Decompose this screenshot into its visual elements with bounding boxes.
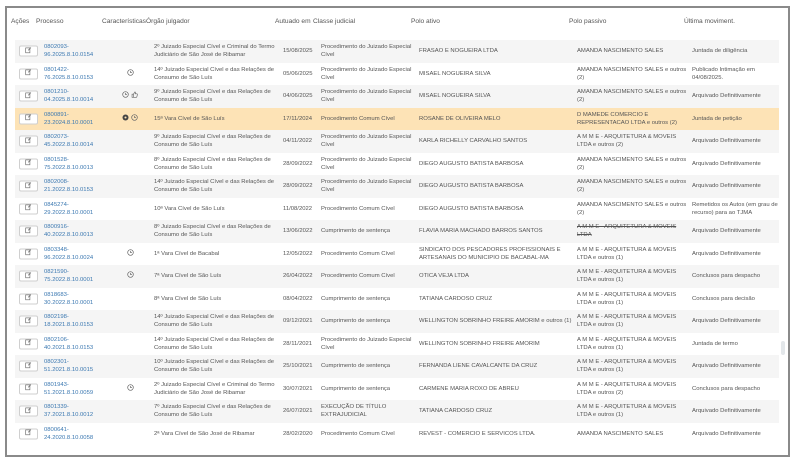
ultima-movimentacao: Arquivado Definitivamente [692,183,761,190]
header-acoes: Ações [11,18,30,25]
polo-ativo: WELLINGTON SOBRINHO FREIRE AMORIM e outros (1) [419,318,572,325]
clock-icon[interactable] [127,384,134,394]
edit-button[interactable] [19,248,38,259]
table-row[interactable] [15,378,779,401]
header-orgao-julgador[interactable]: Órgão julgador [146,18,190,25]
classe-judicial: Procedimento do Juizado Especial Cível [321,44,412,59]
clock-icon[interactable] [122,91,129,101]
caracteristicas-icons [110,271,150,281]
header-polo-ativo[interactable]: Polo ativo [411,18,440,25]
classe-judicial: Procedimento do Juizado Especial Cível [321,66,412,81]
polo-passivo: A M M E - ARQUITETURA & MOVEIS LTDA e outros (1) [577,269,677,284]
classe-judicial: EXECUÇÃO DE TÍTULO EXTRAJUDICIAL [321,404,387,419]
edit-icon [25,159,32,169]
process-list-panel [5,6,790,457]
polo-passivo: A M M E - ARQUITETURA & MOVEIS LTDA e outros (1) [577,246,677,261]
polo-ativo: DIEGO AUGUSTO BATISTA BARBOSA [419,160,524,167]
table-row[interactable] [15,310,779,333]
edit-button[interactable] [19,136,38,147]
polo-passivo: A M M E - ARQUITETURA & MOVEIS LTDA [577,224,677,239]
autuado-em: 28/09/2022 [283,183,313,190]
classe-judicial: Cumprimento de sentença [321,363,391,370]
header-ultima-movimentacao[interactable]: Última moviment. [684,18,735,25]
edit-button[interactable] [19,203,38,214]
polo-ativo: KARLA RICHELLY CARVALHO SANTOS [419,138,528,145]
classe-judicial: Cumprimento de sentença [321,295,391,302]
edit-icon [25,136,32,146]
classe-judicial: Cumprimento de sentença [321,318,391,325]
table-row[interactable] [15,130,779,153]
processo-link[interactable]: 0845274-29.2022.8.10.0001 [44,201,94,216]
polo-ativo: MISAEL NOGUEIRA SILVA [419,93,491,100]
edit-icon [25,114,32,124]
processo-link[interactable]: 0801422-76.2025.8.10.0153 [44,66,94,81]
processo-link[interactable]: 0802106-40.2021.8.10.0153 [44,336,94,351]
autuado-em: 28/02/2020 [283,430,313,437]
edit-icon [25,384,32,394]
edit-icon [25,429,32,439]
edit-button[interactable] [19,406,38,417]
table-row[interactable] [15,175,779,198]
caracteristicas-icons [110,69,150,79]
ultima-movimentacao: Conclusos para decisão [692,295,755,302]
autuado-em: 25/10/2021 [283,363,313,370]
polo-passivo: A M M E - ARQUITETURA & MOVEIS LTDA e outros (1) [577,404,677,419]
autuado-em: 08/04/2022 [283,295,313,302]
polo-passivo: A M M E - ARQUITETURA & MOVEIS LTDA e outros (1) [577,359,677,374]
caracteristicas-icons [110,114,150,124]
classe-judicial: Procedimento Comum Cível [321,205,395,212]
autuado-em: 04/06/2025 [283,93,313,100]
caracteristicas-icons [110,384,150,394]
table-row[interactable] [15,400,779,423]
table-row[interactable] [15,40,779,63]
classe-judicial: Procedimento Comum Cível [321,250,395,257]
edit-button[interactable] [19,113,38,124]
polo-ativo: DIEGO AUGUSTO BATISTA BARBOSA [419,183,524,190]
orgao-julgador: 8º Juizado Especial Cível e das Relações de Consumo de São Luís [154,156,271,171]
polo-passivo: A M M E - ARQUITETURA & MOVEIS LTDA e outros (1) [577,291,677,306]
classe-judicial: Procedimento do Juizado Especial Cível [321,336,412,351]
ultima-movimentacao: Conclusos para despacho [692,385,761,392]
classe-judicial: Procedimento do Juizado Especial Cível [321,89,412,104]
clock-icon[interactable] [127,271,134,281]
orgao-julgador: 2º Juizado Especial Cível e Criminal do Termo Judiciário de São José de Ribamar [154,44,275,59]
ultima-movimentacao: Juntada de diligência [692,48,748,55]
edit-button[interactable] [19,68,38,79]
classe-judicial: Procedimento Comum Cível [321,273,395,280]
classe-judicial: Cumprimento de sentença [321,385,391,392]
polo-passivo: AMANDA NASCIMENTO SALES e outros (2) [577,156,687,171]
polo-ativo: MISAEL NOGUEIRA SILVA [419,70,491,77]
autuado-em: 17/11/2024 [283,115,313,122]
polo-passivo: AMANDA NASCIMENTO SALES [577,430,664,437]
autuado-em: 26/04/2022 [283,273,313,280]
header-autuado-em[interactable]: Autuado em [275,18,311,25]
edit-icon [25,181,32,191]
table-row[interactable] [15,355,779,378]
orgao-julgador: 9º Juizado Especial Cível e das Relações de Consumo de São Luís [154,134,271,149]
polo-ativo: DIEGO AUGUSTO BATISTA BARBOSA [419,205,524,212]
table-row[interactable] [15,243,779,266]
polo-passivo: AMANDA NASCIMENTO SALES e outros (2) [577,179,687,194]
ultima-movimentacao: Arquivado Definitivamente [692,408,761,415]
orgao-julgador: 8º Juizado Especial Cível e das Relações de Consumo de São Luís [154,224,271,239]
orgao-julgador: 7º Juizado Especial Cível e das Relações de Consumo de São Luís [154,404,271,419]
polo-passivo: A M M E - ARQUITETURA & MOVEIS LTDA e outros (1) [577,336,677,351]
orgao-julgador: 9º Juizado Especial Cível e das Relações de Consumo de São Luís [154,89,271,104]
autuado-em: 11/08/2022 [283,205,313,212]
orgao-julgador: 7ª Vara Cível de São Luís [154,273,222,280]
edit-button[interactable] [19,271,38,282]
ultima-movimentacao: Arquivado Definitivamente [692,430,761,437]
polo-passivo: A M M E - ARQUITETURA & MOVEIS LTDA e outros (2) [577,134,677,149]
orgao-julgador: 14º Juizado Especial Cível e das Relações de Consumo de São Luís [154,314,275,329]
autuado-em: 28/09/2022 [283,160,313,167]
classe-judicial: Procedimento Comum Cível [321,115,395,122]
polo-ativo: TATIANA CARDOSO CRUZ [419,295,493,302]
edit-icon [25,361,32,371]
edit-icon [25,316,32,326]
autuado-em: 09/12/2021 [283,318,313,325]
orgao-julgador: 8ª Vara Cível de São Luís [154,295,222,302]
processo-link[interactable]: 0800641-24.2020.8.10.0058 [44,426,94,441]
processo-link[interactable]: 0802093-96.2025.8.10.0154 [44,44,94,59]
clock-icon[interactable] [127,69,134,79]
ultima-movimentacao: Juntada de termo [692,340,738,347]
autuado-em: 15/08/2025 [283,48,313,55]
edit-button[interactable] [19,181,38,192]
orgao-julgador: 10º Juizado Especial Cível e das Relações de Consumo de São Luís [154,359,275,374]
classe-judicial: Procedimento do Juizado Especial Cível [321,156,412,171]
scrollbar-thumb[interactable] [781,341,785,355]
edit-icon [25,406,32,416]
edit-button[interactable] [19,46,38,57]
classe-judicial: Cumprimento de sentença [321,228,391,235]
table-row[interactable] [15,220,779,243]
table-row[interactable] [15,153,779,176]
edit-button[interactable] [19,293,38,304]
polo-ativo: OTICA VEJA LTDA [419,273,469,280]
processo-link[interactable]: 0801339-37.2021.8.10.0012 [44,404,94,419]
edit-icon [25,91,32,101]
edit-icon [25,339,32,349]
polo-ativo: CARMENE MARIA ROXO DE ABREU [419,385,519,392]
polo-ativo: REVEST - COMERCIO E SERVICOS LTDA. [419,430,536,437]
ultima-movimentacao: Arquivado Definitivamente [692,138,761,145]
processo-link[interactable]: 0802301-51.2021.8.10.0015 [44,359,94,374]
clock-icon[interactable] [127,249,134,259]
ultima-movimentacao: Remetidos os Autos (em grau de recurso) para ao TJMA [692,201,778,216]
ultima-movimentacao: Arquivado Definitivamente [692,363,761,370]
caracteristicas-icons [110,249,150,259]
table-row[interactable] [15,333,779,356]
autuado-em: 13/06/2022 [283,228,313,235]
processo-link[interactable]: 0803348-96.2022.8.10.0024 [44,246,94,261]
table-row[interactable] [15,288,779,311]
orgao-julgador: 14º Juizado Especial Cível e das Relações de Consumo de São Luís [154,179,275,194]
edit-button[interactable] [19,361,38,372]
processo-link[interactable]: 0801210-04.2025.8.10.0014 [44,89,94,104]
table-row[interactable] [15,85,779,108]
autuado-em: 26/07/2021 [283,408,313,415]
edit-button[interactable] [19,158,38,169]
polo-passivo: AMANDA NASCIMENTO SALES e outros (2) [577,66,687,81]
header-caracteristicas: Características [102,18,146,25]
edit-icon [25,69,32,79]
polo-passivo: D MAMEDE COMERCIO E REPRESENTACAO LTDA e outros (2) [577,111,677,126]
table-header [7,18,788,32]
orgao-julgador: 1ª Vara Cível de Bacabal [154,250,220,257]
orgao-julgador: 2ª Vara Cível de São José de Ribamar [154,430,255,437]
table-row[interactable] [15,423,779,446]
ultima-movimentacao: Arquivado Definitivamente [692,228,761,235]
polo-passivo: A M M E - ARQUITETURA & MOVEIS LTDA e outros (2) [577,381,677,396]
gear-icon[interactable] [122,114,129,124]
polo-ativo: SINDICATO DOS PESCADORES PROFISSIONAIS E ARTESANAIS DO MUNICIPIO DE BACABAL-MA [419,246,561,261]
thumbs-up-icon[interactable] [131,91,138,101]
process-table-body [15,40,779,445]
edit-icon [25,46,32,56]
polo-ativo: TATIANA CARDOSO CRUZ [419,408,493,415]
classe-judicial: Procedimento do Juizado Especial Cível [321,179,412,194]
edit-button[interactable] [19,226,38,237]
orgao-julgador: 10ª Vara Cível de São Luís [154,205,225,212]
processo-link[interactable]: 0802073-45.2022.8.10.0014 [44,134,94,149]
polo-passivo: A M M E - ARQUITETURA & MOVEIS LTDA e outros (1) [577,314,677,329]
table-row[interactable] [15,63,779,86]
polo-passivo: AMANDA NASCIMENTO SALES e outros (2) [577,89,687,104]
orgao-julgador: 14º Juizado Especial Cível e das Relações de Consumo de São Luís [154,336,275,351]
orgao-julgador: 14º Juizado Especial Cível e das Relações de Consumo de São Luís [154,66,275,81]
polo-ativo: FERNANDA LIENE CAVALCANTE DA CRUZ [419,363,538,370]
edit-icon [25,271,32,281]
processo-link[interactable]: 0801528-75.2022.8.10.0013 [44,156,94,171]
processo-link[interactable]: 0821590-75.2022.8.10.0001 [44,269,94,284]
autuado-em: 05/06/2025 [283,70,313,77]
processo-link[interactable]: 0800891-23.2024.8.10.0001 [44,111,94,126]
header-classe-judicial[interactable]: Classe judicial [313,18,356,25]
ultima-movimentacao: Juntada de petição [692,115,742,122]
edit-icon [25,204,32,214]
edit-button[interactable] [19,428,38,439]
header-processo[interactable]: Processo [36,18,64,25]
edit-icon [25,294,32,304]
ultima-movimentacao: Publicado Intimação em 04/08/2025. [692,66,755,81]
caracteristicas-icons [110,91,150,101]
classe-judicial: Procedimento do Juizado Especial Cível [321,134,412,149]
polo-ativo: FRASAO E NOGUEIRA LTDA [419,48,498,55]
polo-ativo: WELLINGTON SOBRINHO FREIRE AMORIM [419,340,540,347]
edit-button[interactable] [19,316,38,327]
table-row[interactable] [15,198,779,221]
orgao-julgador: 2º Juizado Especial Cível e Criminal do Termo Judiciário de São José de Ribamar [154,381,275,396]
polo-ativo: FLAVIA MARIA MACHADO BARROS SANTOS [419,228,543,235]
ultima-movimentacao: Arquivado Definitivamente [692,93,761,100]
processo-link[interactable]: 0800916-40.2022.8.10.0013 [44,224,94,239]
edit-button[interactable] [19,91,38,102]
autuado-em: 04/11/2022 [283,138,313,145]
ultima-movimentacao: Conclusos para despacho [692,273,761,280]
ultima-movimentacao: Arquivado Definitivamente [692,250,761,257]
polo-ativo: ROSANE DE OLIVEIRA MELO [419,115,501,122]
ultima-movimentacao: Arquivado Definitivamente [692,318,761,325]
autuado-em: 30/07/2021 [283,385,313,392]
processo-link[interactable]: 0801943-51.2021.8.10.0059 [44,381,94,396]
edit-button[interactable] [19,383,38,394]
orgao-julgador: 15ª Vara Cível de São Luís [154,115,225,122]
autuado-em: 12/05/2022 [283,250,313,257]
edit-icon [25,226,32,236]
edit-button[interactable] [19,338,38,349]
classe-judicial: Procedimento Comum Cível [321,430,395,437]
processo-link[interactable]: 0802198-18.2021.8.10.0153 [44,314,94,329]
processo-link[interactable]: 0818683-30.2022.8.10.0001 [44,291,94,306]
edit-icon [25,249,32,259]
clock-icon[interactable] [131,114,138,124]
autuado-em: 28/11/2021 [283,340,313,347]
table-row[interactable] [15,108,779,131]
header-polo-passivo[interactable]: Polo passivo [569,18,607,25]
ultima-movimentacao: Arquivado Definitivamente [692,160,761,167]
table-row[interactable] [15,265,779,288]
polo-passivo: AMANDA NASCIMENTO SALES [577,48,664,55]
polo-passivo: AMANDA NASCIMENTO SALES e outros (2) [577,201,687,216]
processo-link[interactable]: 0802008-21.2022.8.10.0153 [44,179,94,194]
